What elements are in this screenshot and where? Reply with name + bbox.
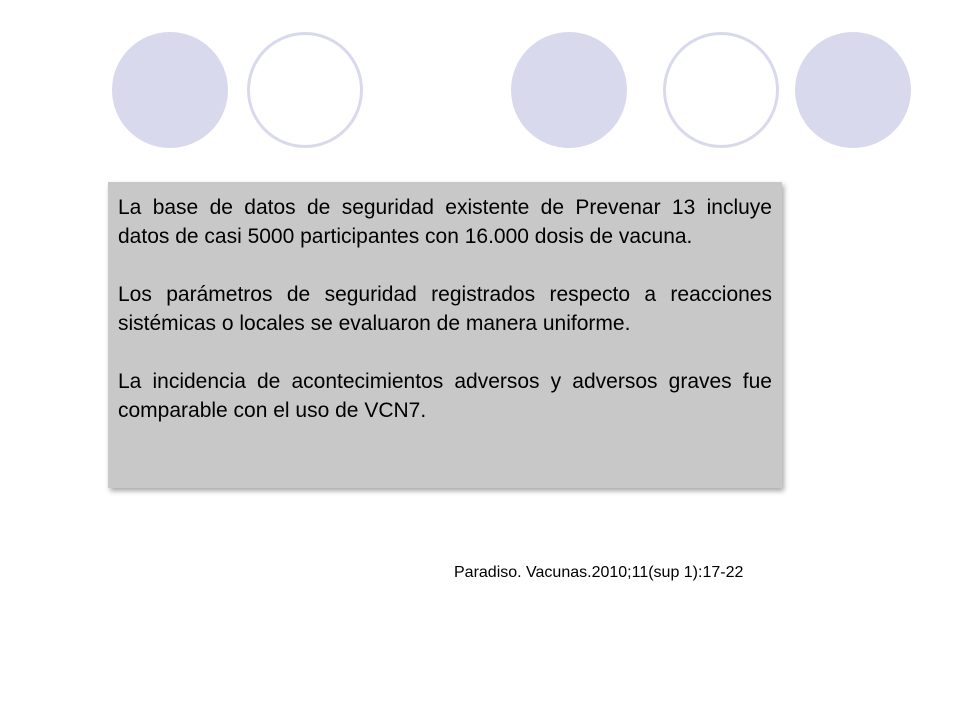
paragraph-safety-database: La base de datos de seguridad existente de Prevenar 13 incluye datos de casi 5000 participantes con 16.000 dosis de vacuna. (118, 196, 772, 248)
decorative-circle-filled (795, 32, 911, 148)
decorative-circle-outline (663, 32, 779, 148)
decorative-circle-outline (247, 32, 363, 148)
text-box (108, 182, 782, 488)
decorative-circle-filled (511, 32, 627, 148)
paragraph-adverse-events: La incidencia de acontecimientos adversos y adversos graves fue comparable con el uso de VCN7. (118, 370, 772, 422)
paragraph-safety-parameters: Los parámetros de seguridad registrados respecto a reacciones sistémicas o locales se evaluaron de manera uniforme. (118, 283, 772, 335)
decorative-circle-filled (112, 32, 228, 148)
citation: Paradiso. Vacunas.2010;11(sup 1):17-22 (454, 564, 744, 581)
